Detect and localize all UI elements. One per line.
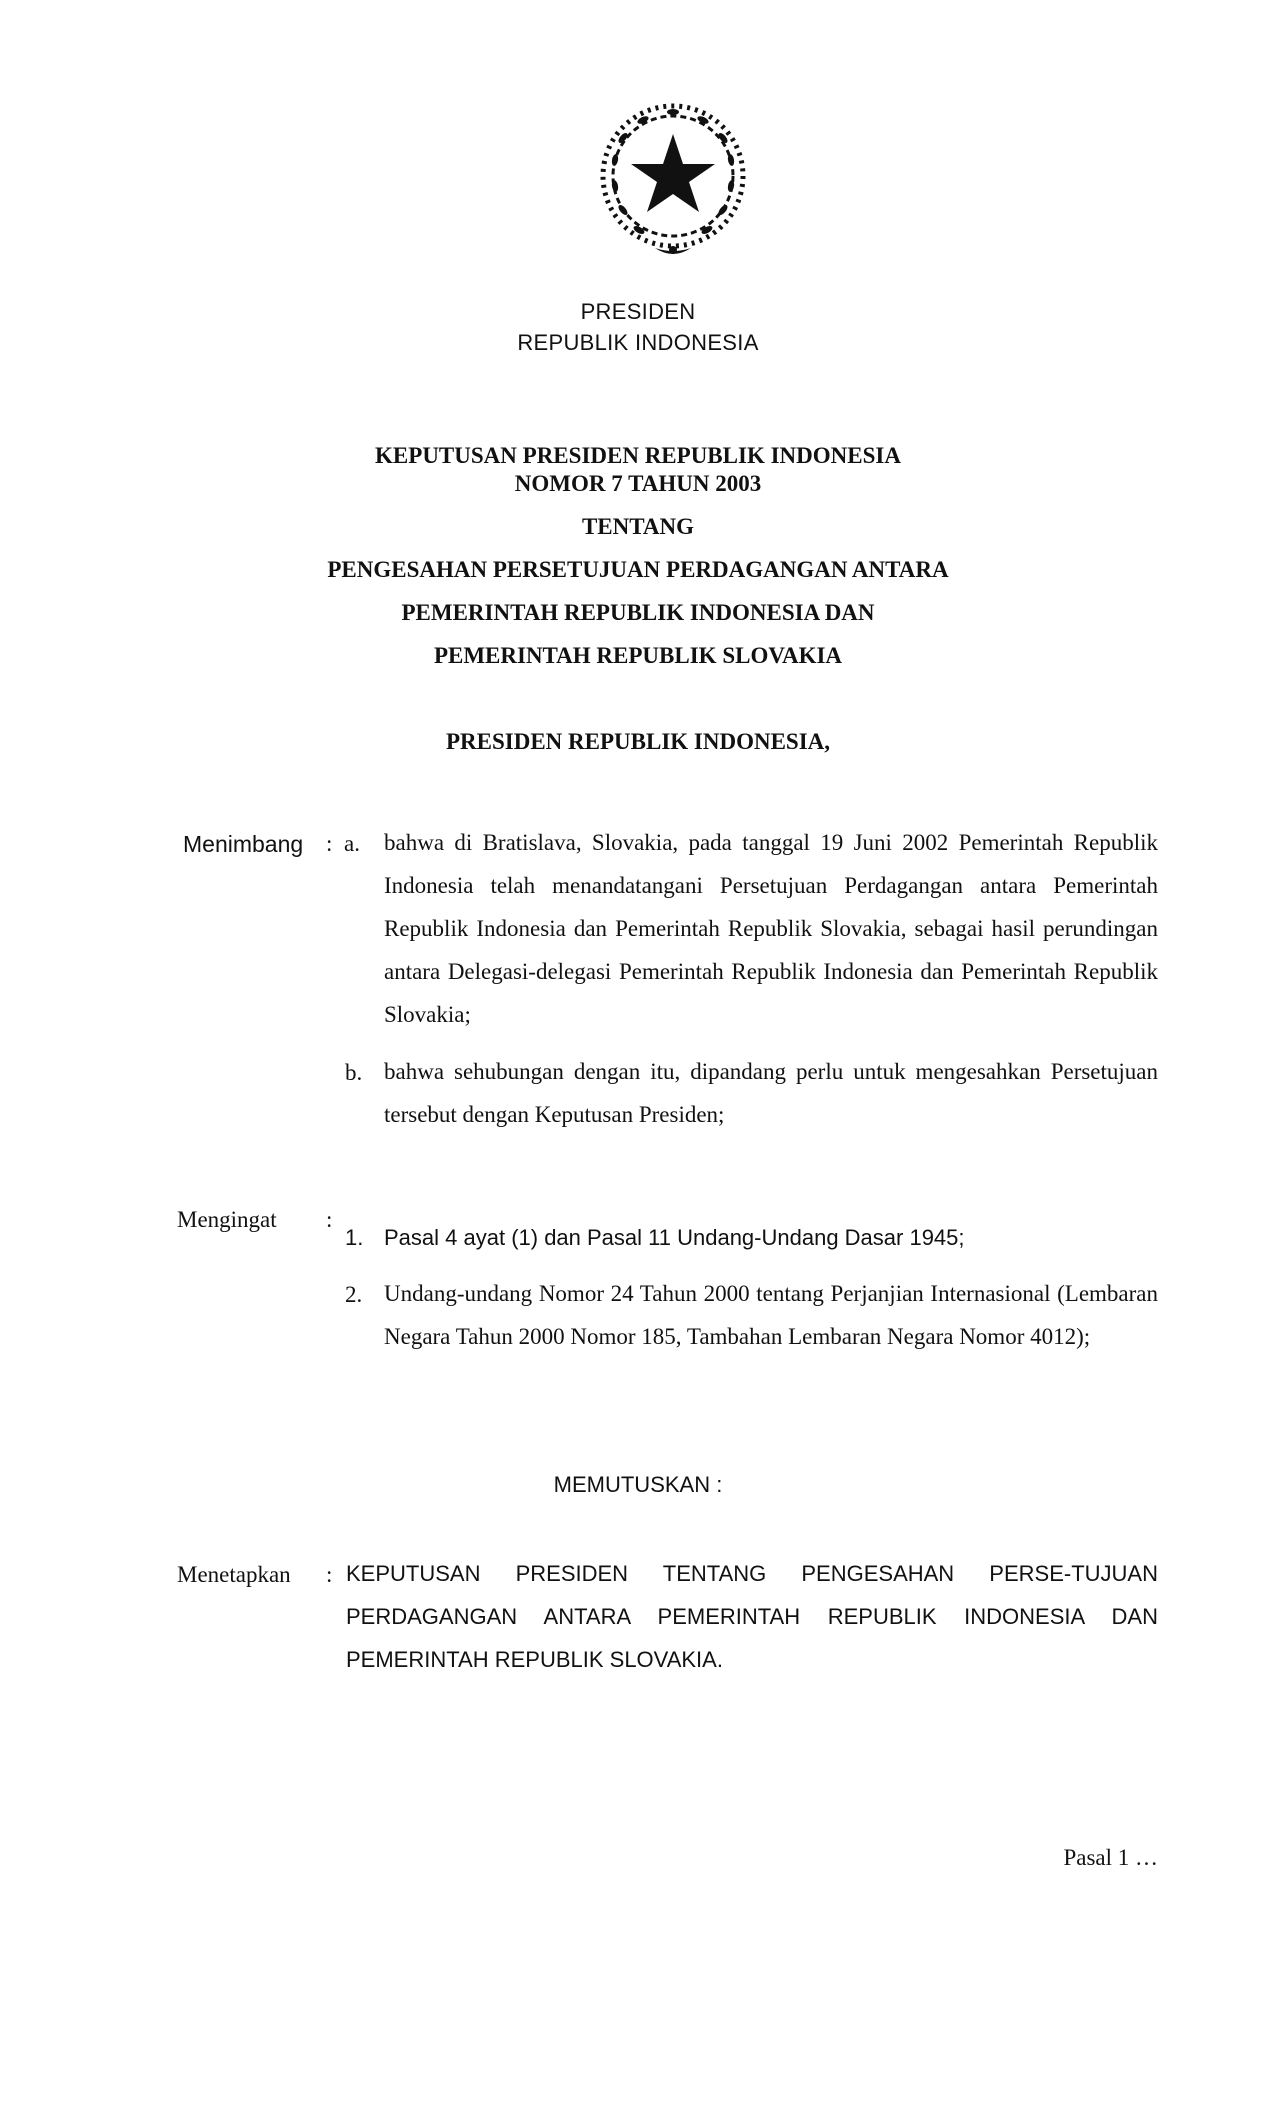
letterhead-line-2: REPUBLIK INDONESIA <box>517 330 759 355</box>
mengingat-colon: : <box>326 1207 333 1232</box>
decree-subject-line-2: PEMERINTAH REPUBLIK INDONESIA DAN <box>401 600 875 625</box>
decree-subject-line-3: PEMERINTAH REPUBLIK SLOVAKIA <box>433 643 843 668</box>
menimbang-colon: : <box>326 831 333 856</box>
menetapkan-text: KEPUTUSAN PRESIDEN TENTANG PENGESAHAN PERSE-TUJUAN PERDAGANGAN ANTARA PEMERINTAH REPUBLIK INDONESIA DAN PEMERINTAH REPUBLIK SLOVAKIA. <box>346 1561 1158 1672</box>
menimbang-item-b-text: bahwa sehubungan dengan itu, dipandang perlu untuk mengesahkan Persetujuan tersebut dengan Keputusan Presiden; <box>384 1059 1158 1127</box>
page-continuation: Pasal 1 … <box>1063 1845 1158 1870</box>
memutuskan-heading: MEMUTUSKAN : <box>553 1472 723 1497</box>
menimbang-item-a-text: bahwa di Bratislava, Slovakia, pada tanggal 19 Juni 2002 Pemerintah Republik Indonesia telah menandatangani Persetujuan Perdagangan antara Pemerintah Republik Indonesia dan Pemerintah Republik Slovakia, sebagai hasil perundingan antara Delegasi-delegasi Pemerintah Republik Indonesia dan Pemerintah Republik Slovakia; <box>384 830 1158 1027</box>
letterhead-line-1: PRESIDEN <box>580 299 696 324</box>
mengingat-item-1-marker: 1. <box>345 1225 364 1250</box>
decree-title: KEPUTUSAN PRESIDEN REPUBLIK INDONESIA <box>375 443 901 468</box>
decree-subject-line-1: PENGESAHAN PERSETUJUAN PERDAGANGAN ANTARA <box>327 557 949 582</box>
menimbang-item-b-marker: b. <box>345 1060 363 1085</box>
mengingat-label: Mengingat <box>177 1207 277 1232</box>
issuer-heading: PRESIDEN REPUBLIK INDONESIA, <box>445 729 831 754</box>
decree-number: NOMOR 7 TAHUN 2003 <box>514 471 762 496</box>
menimbang-item-a-marker: a. <box>344 831 360 856</box>
menetapkan-colon: : <box>326 1562 333 1587</box>
menetapkan-label: Menetapkan <box>177 1562 291 1587</box>
menimbang-label: Menimbang <box>183 831 304 857</box>
mengingat-item-1-text: Pasal 4 ayat (1) dan Pasal 11 Undang-Undang Dasar 1945; <box>384 1225 965 1250</box>
garuda-star-emblem-icon <box>593 98 753 268</box>
mengingat-item-2-text: Undang-undang Nomor 24 Tahun 2000 tentang Perjanjian Internasional (Lembaran Negara Tahun 2000 Nomor 185, Tambahan Lembaran Negara Nomor 4012); <box>384 1281 1158 1349</box>
decree-about: TENTANG <box>581 514 695 539</box>
mengingat-item-2-marker: 2. <box>345 1282 363 1307</box>
